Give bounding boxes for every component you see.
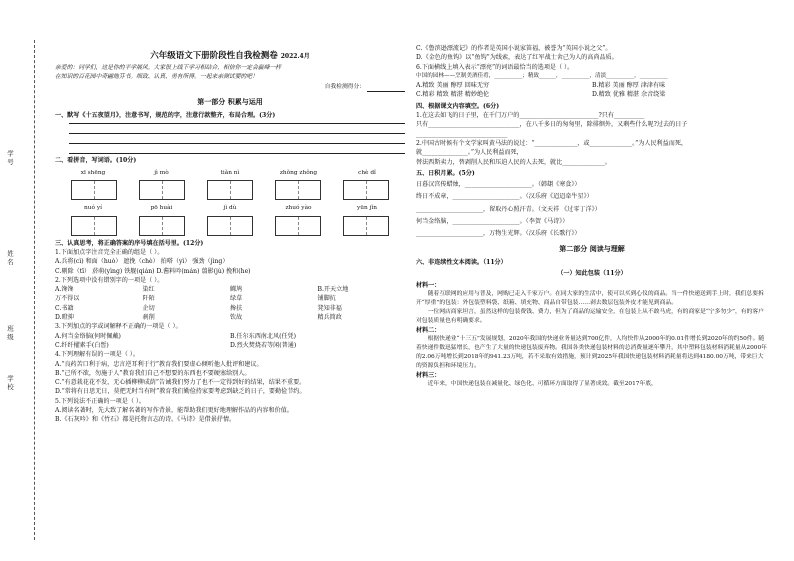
poem-line: ______________________，万物生光辉。（汉乐府《长歌行》） [416, 230, 581, 238]
q3-options [55, 332, 405, 351]
pinyin: pō huài [150, 205, 173, 212]
q2-option: 钦故 [230, 314, 243, 322]
self-eval-label: 自我检测得分： [324, 83, 366, 90]
part2-title: 第二部分 阅读与理解 [559, 243, 625, 253]
char-box[interactable] [139, 216, 185, 236]
question-4: 4.下列理解有误的一项是（ ）。 [55, 351, 139, 359]
char-box-row-1 [55, 180, 405, 200]
poem-line: 日暮汉宫传蜡烛，______________________。（韩翃《寒食》） [416, 181, 581, 189]
char-box[interactable] [275, 216, 321, 236]
char-box[interactable] [275, 180, 321, 200]
q3-option: D.烈火焚烧若等闲(普通) [230, 341, 297, 349]
q2-option: 刹削 [142, 314, 155, 322]
char-box[interactable] [343, 216, 389, 236]
poem-line: 终日不成章，______________________。（汉乐府《迢迢牵牛星》） [416, 193, 593, 201]
q6-option: A.精致 美丽 醇厚 回味无穷 [416, 82, 490, 90]
question-6: 6.下面横线上填入表示“漂亮”的词语最恰当的选项是（ ）。 [416, 63, 574, 71]
q6-option: B.精彩 美丽 醇厚 津津有味 [592, 82, 666, 90]
pinyin-row-2 [55, 204, 405, 213]
cut-line [34, 40, 35, 540]
self-eval-blank[interactable] [367, 84, 405, 92]
pinyin: xī shēng [80, 170, 106, 177]
question-2: 2.下列选项中没有错别字的一项是（ ）。 [55, 276, 164, 284]
label-no: 学号 [6, 150, 14, 167]
question-1: 1.下面加点字注音完全正确的组是（ ）。 [55, 248, 164, 256]
q2-option: 凳知非福 [317, 304, 342, 312]
writing-line[interactable] [69, 123, 405, 134]
q6-sentence: 中国的园林——烹制美酒佳肴，__________；精致______，__________，清淡__________，__________ [416, 72, 668, 79]
q3-option: B.任尔东西南北风(任凭) [230, 332, 297, 340]
left-column [55, 46, 405, 425]
char-box-row-2 [55, 216, 405, 236]
fill-1b: 只有______________________________，在八千多日的匆匆里，除徘徊外，又剩些什么呢?过去的日子______________________________ [416, 121, 688, 138]
fill-1: 1.在这去如飞的日子里，在千门万户的__________________________?只有__________ [416, 112, 645, 120]
q2-option: D.瞪抑 [55, 314, 74, 322]
q5-option-d: D.《金色的鱼钩》以“鱼钩”为线索，表达了红军战士舍己为人的高尚品质。 [416, 54, 618, 62]
intro-note-2: 在知识的百花园中奇翩地芬书。细致、认真、勇有所得。一起来亲测试要的吧！ [55, 74, 258, 81]
pinyin: chè dǐ [358, 170, 376, 177]
material-3-text: 近年来，中国快递包装在减量化、绿色化、可循环方面取得了显著成效。截至2017年底， [427, 381, 657, 388]
q4-option: B.“己所不欲，勿施于人”教育我们自己不想要的东西也不要硬塞给别人。 [55, 369, 251, 377]
intro-note-1: 亲爱的：同学们，这是你的平学展风。大家很上线下学习相结合，相信你一定会赢峰一样 [55, 65, 282, 72]
material-3-label: 材料三： [416, 372, 441, 380]
pinyin: jì mò [154, 170, 169, 177]
q6-option: C.精彩 精致 精湛 精妙绝伦 [416, 91, 490, 99]
pinyin: tiǎn nì [220, 170, 240, 177]
material-2-text: 根据快递业“十三五”发展规划，2020年我国的快递业务量达到700亿件，人均快件从2000年的0.01件增长到2020年的约50件。随着快递件数迅猛增长，也产生了大量的快递包装废弃物。我国各类快递包装材料的总消费量逐年攀升，其中塑料包装材料消耗量从2000年的2.06万吨增长到2018年的941.23万吨，若不采取有效措施，预计到2025年我国快递包装材料消耗量将达到4180.00万吨，带来巨大的资源负担和环境压力。 [416, 336, 767, 370]
self-eval [55, 83, 405, 92]
q6-options [416, 81, 768, 100]
q4-option: A.“良药苦口利于病，忠言逆耳利于行”教育我们要虚心倾听他人批评和建议。 [55, 360, 263, 368]
q5-option: B.《石灰吟》和《竹石》都是托物言志的诗。《马诗》是借景抒情。 [55, 416, 236, 424]
pinyin: zhuó yào [285, 205, 312, 212]
q2-option: B.开天立地 [317, 286, 349, 294]
q2-option: 企切 [142, 304, 155, 312]
q2-option: 鳏鸠 [230, 286, 243, 294]
char-box[interactable] [71, 216, 117, 236]
q2-options [55, 285, 405, 322]
material-1-label: 材料一： [416, 281, 441, 289]
char-box[interactable] [139, 180, 185, 200]
fill-2: 2.中国古时候有个文学家叫黄马法的说过：“______________，或______________。”为人民利益而死， [416, 139, 688, 147]
exam-date: 2022.4月 [280, 53, 310, 60]
q3-option: C.纤纤擢素手(白皙) [55, 341, 109, 349]
q1-option-line: C.剔除（tī） 菸萌(yìng) 铁舰(qián) D.酱料吟(mán) 翦影(jù) 挽和(he) [55, 267, 251, 275]
exam-title [55, 52, 405, 61]
writing-line[interactable] [69, 134, 405, 144]
q2-option: 精兵简政 [317, 314, 342, 322]
section-5-heading: 五、日积月累。(5分) [416, 169, 475, 177]
poem-line: ______________________，留取丹心照汗青。（文天祥 《过零丁洋》） [416, 205, 601, 213]
q1-option-line: A.兵将(cì) 和面（huò） 遮挽（chè） 拍嗒（yì） 强劲（jìng） [55, 258, 229, 266]
writing-lines[interactable] [69, 123, 405, 154]
q4-option: C.“有意栽花花不发，无心插柳柳成荫”告诫我们努力了也不一定得到好的结果，结果不重要。 [55, 379, 306, 387]
binding-margin [0, 0, 52, 561]
q2-option: C.书籍 [55, 304, 74, 312]
pinyin: yūn jǐn [357, 205, 377, 212]
pinyin: jì dù [223, 205, 237, 212]
q5-option: A.阅读名著时，先大致了解名著的写作背景，能帮助我们更好地理解作品的内容和价值。 [55, 407, 293, 415]
section-4-heading: 四、根据课文内容填空。(6分) [416, 102, 500, 110]
material-1-text-2: 一位网店商家坦言，虽然这样的包装费钱、费力，但为了商品的运输安全，在包装上从不敢马虎，有的商家是“宁多勿少”，有的客户对包装质量也有明确要求。 [416, 308, 764, 324]
q6-option: D.精致 优雅 精湛 余音绕梁 [592, 91, 666, 99]
fill-2c: 替法西斯卖力，替剥削人民和压迫人民的人去死，就比______________。 [416, 158, 611, 166]
part1-title: 第一部分 积累与运用 [197, 97, 263, 107]
material-2-label: 材料二： [416, 326, 441, 334]
writing-line[interactable] [69, 144, 405, 154]
label-class: 班级 [6, 325, 14, 342]
pinyin: zhǒng zhǒng [279, 170, 318, 177]
q5-option-c: C.《鲁滨逊漂流记》的作者是英国小说家笛福，被誉为“英国小说之父”。 [416, 45, 612, 52]
poem-line: 何当金络脑，______________________。（李贺《马诗》） [416, 218, 569, 226]
section-1-heading: 一、默写《十五夜望月》，注意书写，规范的字，注意行款整齐，布局合理。(3分) [55, 112, 276, 120]
section-6-heading: 六、非连续性文本阅读。（11分） [416, 258, 507, 266]
char-box[interactable] [207, 216, 253, 236]
subsection-title: （一）知此包装（11分） [557, 270, 627, 278]
char-box[interactable] [71, 180, 117, 200]
q2-option: 搀扶 [230, 304, 243, 312]
q2-option: A.馋馋 [55, 286, 74, 294]
char-box[interactable] [343, 180, 389, 200]
pinyin-row-1 [55, 169, 405, 178]
label-name: 姓名 [6, 250, 14, 267]
exam-title-text: 六年级语文下册阶段性自我检测卷 [150, 51, 278, 61]
q2-option: 绿草 [230, 295, 243, 303]
material-1-text: 随着互联网的应用与普及，网购已走入千家万户。在同大家的生活中，使可以买到心仪的商品。当一件快递送到手上时，我们总要拆开“厚重”的包装：外包装塑料袋、纸箱、填充物、商品自带包装……剥去数层包装外皮才能见到商品。 [416, 290, 764, 306]
q2-option: 万不得以 [55, 295, 80, 303]
section-3-heading: 三、认真思考，将正确答案的序号填在括号里。(12分) [55, 239, 204, 247]
right-column [416, 44, 768, 389]
char-box[interactable] [207, 180, 253, 200]
q2-option: 铺脚抗 [317, 295, 336, 303]
question-3: 3.下列加点的字或词解释不正确的一项是（ ）。 [55, 323, 182, 331]
question-5: 5.下列说法不正确的一项是（ ）。 [55, 397, 146, 405]
q2-option: 染红 [142, 286, 155, 294]
q2-option: 阡陌 [142, 295, 155, 303]
q3-option: A.何当金络脑(何时佩戴) [55, 332, 121, 340]
section-2-heading: 二、看拼音，写词语。(10分) [55, 156, 137, 164]
fill-2b: 就_______________。”为人民利益而死， [416, 149, 523, 157]
q4-option: D.“常将有日思无日，莫把无时当有时”教育我们勤俭持家要考虑到缺乏的日子，要勤俭节约。 [55, 388, 306, 396]
pinyin: nuó yí [84, 205, 102, 212]
label-school: 学校 [6, 375, 14, 392]
